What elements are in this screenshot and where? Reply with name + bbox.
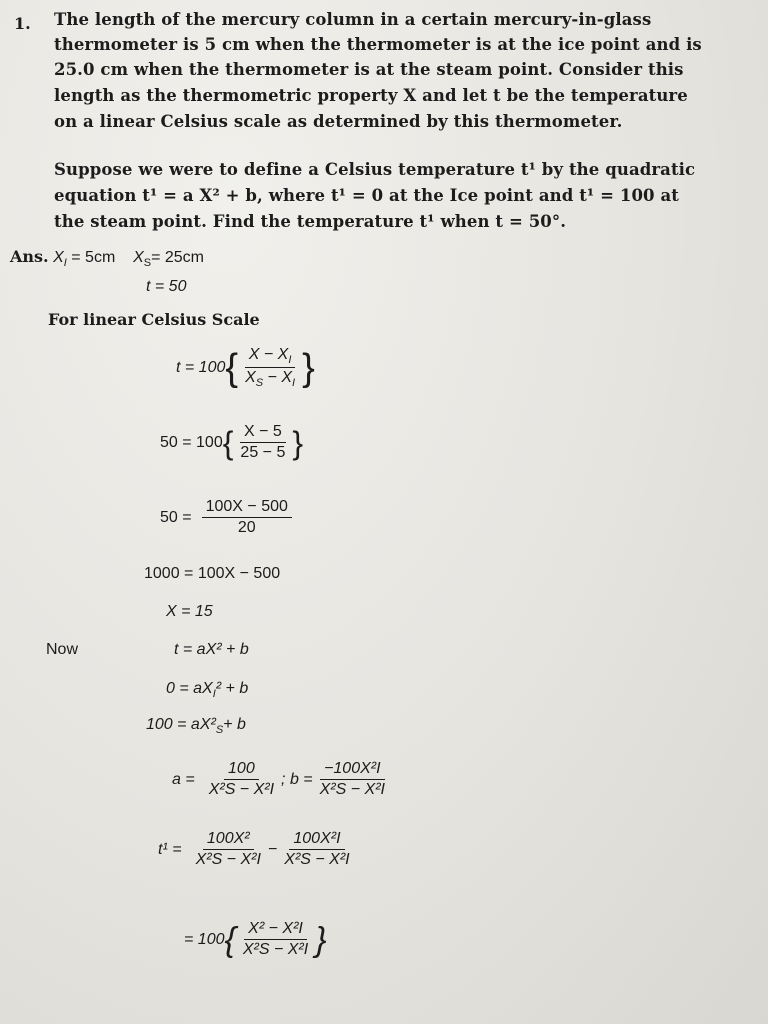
eq8-main: 100 = aX² bbox=[146, 716, 216, 733]
eq10-fraction-1 bbox=[192, 830, 265, 869]
eq1-fraction bbox=[241, 346, 299, 389]
equation-5: X = 15 bbox=[166, 603, 213, 620]
eq9-a-denominator: X²S − X²I bbox=[208, 781, 275, 798]
equation-7 bbox=[166, 680, 248, 700]
eq7-rest: ² + b bbox=[215, 680, 249, 697]
eq10-numerator-2: 100X²I bbox=[289, 830, 344, 850]
eq10-fraction-2 bbox=[280, 830, 353, 869]
right-brace: } bbox=[315, 920, 327, 959]
ans-label: Ans. bbox=[10, 247, 49, 266]
eq1-den-a-sub: S bbox=[255, 377, 264, 390]
equation-2 bbox=[160, 423, 303, 462]
question-line-7: equation t¹ = a X² + b, where t¹ = 0 at the Ice point and t¹ = 100 at bbox=[54, 186, 679, 205]
given-values-line bbox=[10, 247, 204, 269]
left-brace: { bbox=[222, 424, 234, 461]
question-line-3: 25.0 cm when the thermometer is at the steam point. Consider this bbox=[54, 60, 684, 79]
given-xi: X bbox=[53, 249, 64, 266]
eq3-fraction bbox=[202, 498, 292, 537]
left-brace: { bbox=[225, 346, 239, 389]
question-line-8: the steam point. Find the temperature t¹ when t = 50°. bbox=[54, 212, 567, 231]
eq11-denominator: X²S − X²I bbox=[242, 941, 309, 958]
left-brace: { bbox=[224, 920, 236, 959]
eq11-numerator: X² − X²I bbox=[244, 920, 307, 940]
eq1-numerator: X − X bbox=[248, 346, 289, 363]
given-xi-sub: I bbox=[63, 257, 67, 270]
equation-8 bbox=[146, 716, 246, 736]
eq3-denominator: 20 bbox=[237, 519, 256, 536]
eq10-lhs: t¹ = bbox=[158, 840, 182, 858]
eq1-den-b-sub: I bbox=[292, 377, 296, 390]
eq8-rest: + b bbox=[223, 716, 246, 733]
question-line-4: length as the thermometric property X and let t be the temperature bbox=[54, 86, 688, 105]
equation-10 bbox=[158, 830, 357, 869]
equation-11 bbox=[184, 920, 327, 959]
eq9-lhs: a = bbox=[172, 770, 195, 788]
eq7-sub: I bbox=[212, 688, 216, 701]
eq9-b-numerator: −100X²I bbox=[320, 760, 384, 780]
eq9-b-fraction bbox=[316, 760, 389, 799]
eq7-main: 0 = aX bbox=[166, 680, 213, 697]
question-line-5: on a linear Celsius scale as determined by this thermometer. bbox=[54, 112, 623, 131]
eq1-lhs: t = 100 bbox=[176, 358, 226, 376]
eq10-denominator-2: X²S − X²I bbox=[284, 851, 350, 868]
eq3-numerator: 100X − 500 bbox=[202, 498, 292, 518]
given-xs-value: = 25cm bbox=[151, 249, 204, 266]
eq9-a-fraction bbox=[205, 760, 278, 799]
question-line-1: The length of the mercury column in a certain mercury-in-glass bbox=[54, 10, 652, 29]
question-line-6: Suppose we were to define a Celsius temperature t¹ by the quadratic bbox=[54, 160, 696, 179]
eq1-den-a: X bbox=[245, 369, 256, 387]
right-brace: } bbox=[302, 346, 315, 389]
eq9-a-numerator: 100 bbox=[224, 760, 259, 780]
eq10-minus: − bbox=[267, 840, 278, 858]
eq2-denominator: 25 − 5 bbox=[240, 444, 286, 461]
eq9-separator: ; b = bbox=[281, 770, 313, 788]
eq10-numerator-1: 100X² bbox=[203, 830, 254, 850]
eq11-fraction bbox=[239, 920, 312, 959]
equation-9 bbox=[172, 760, 392, 799]
given-xs: X bbox=[133, 249, 144, 266]
question-line-2: thermometer is 5 cm when the thermometer is at the ice point and is bbox=[54, 35, 702, 54]
right-brace: } bbox=[292, 424, 304, 461]
eq8-sub: S bbox=[215, 724, 224, 737]
given-xi-value: = 5cm bbox=[66, 249, 116, 266]
eq11-lhs: = 100 bbox=[184, 930, 225, 948]
given-xs-sub: S bbox=[143, 257, 152, 270]
linear-scale-heading: For linear Celsius Scale bbox=[48, 310, 260, 329]
eq2-numerator: X − 5 bbox=[240, 423, 286, 443]
equation-1 bbox=[176, 346, 315, 389]
equation-3 bbox=[160, 498, 295, 537]
eq10-denominator-1: X²S − X²I bbox=[195, 851, 261, 868]
eq9-b-denominator: X²S − X²I bbox=[319, 781, 385, 798]
eq2-fraction bbox=[236, 423, 289, 462]
question-number: 1. bbox=[14, 14, 31, 33]
now-label: Now bbox=[46, 641, 79, 658]
equation-6: t = aX² + b bbox=[174, 641, 249, 658]
eq3-lhs: 50 = bbox=[160, 508, 192, 526]
eq1-num-sub: I bbox=[288, 354, 292, 367]
eq1-den-b: − X bbox=[263, 369, 292, 387]
equation-4: 1000 = 100X − 500 bbox=[144, 565, 281, 582]
given-t: t = 50 bbox=[146, 278, 187, 295]
eq2-lhs: 50 = 100 bbox=[160, 433, 223, 451]
